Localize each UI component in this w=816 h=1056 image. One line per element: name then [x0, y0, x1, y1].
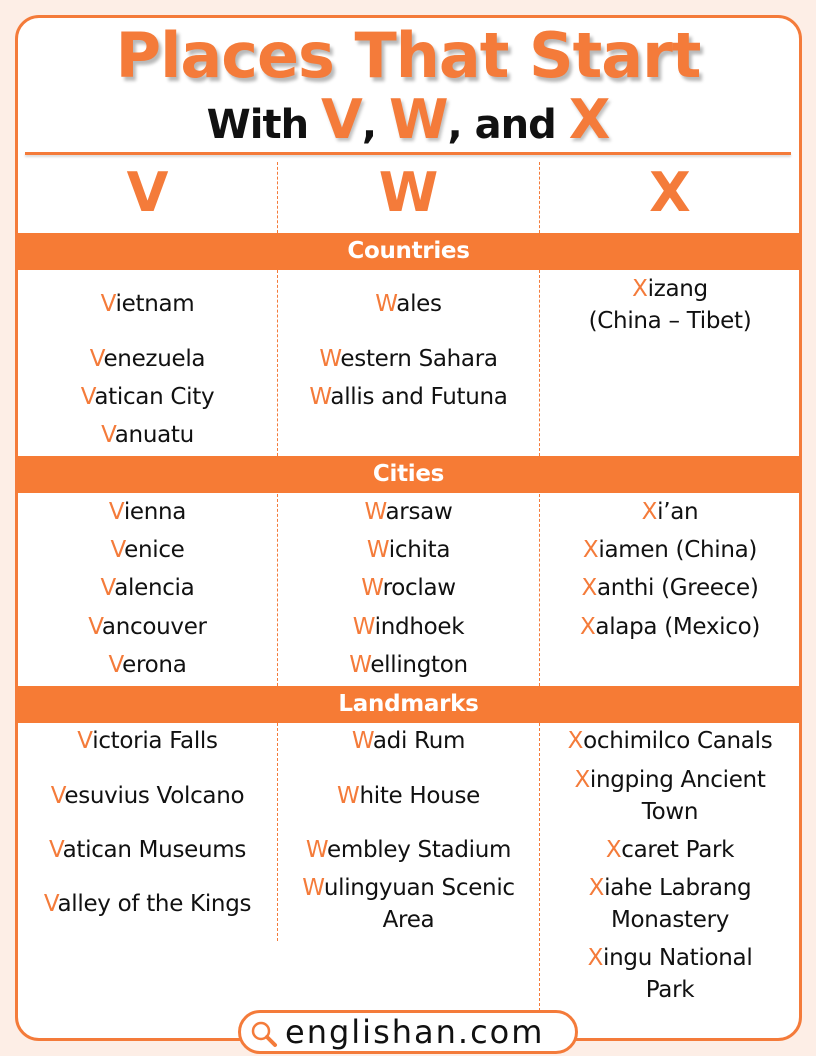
list-item: Vatican Museums	[48, 837, 247, 863]
column-header-x: X	[649, 161, 691, 224]
list-item: Wulingyuan Scenic Area	[302, 875, 515, 933]
list-item: Wellington	[349, 652, 468, 678]
list-item: Wales	[375, 291, 442, 317]
list-item: Vesuvius Volcano	[50, 783, 245, 809]
list-item: Xizang (China – Tibet)	[588, 276, 752, 334]
subtitle-with: With	[206, 102, 309, 148]
section-band-cities: Cities	[17, 456, 800, 493]
list-item: Venezuela	[89, 346, 206, 372]
website-link[interactable]	[238, 1010, 578, 1054]
list-item: Wadi Rum	[351, 728, 466, 754]
column-divider	[539, 162, 540, 233]
column-divider	[277, 162, 278, 233]
list-item: Xi’an	[641, 499, 699, 525]
list-item: Vatican City	[80, 384, 215, 410]
page-title: Places That Start	[115, 19, 701, 92]
list-item: Vienna	[108, 499, 187, 525]
list-item: Warsaw	[364, 499, 453, 525]
subtitle-and: and	[474, 102, 556, 148]
list-item: Wallis and Futuna	[309, 384, 508, 410]
list-item: Western Sahara	[319, 346, 498, 372]
list-item: Xingu National Park	[587, 945, 753, 1003]
section-band-countries: Countries	[17, 233, 800, 270]
list-item: Wroclaw	[361, 575, 456, 601]
list-item: Venice	[110, 537, 185, 563]
list-item: Vietnam	[100, 291, 195, 317]
list-item: White House	[337, 783, 480, 809]
subtitle-comma: ,	[447, 102, 462, 148]
list-item: Wembley Stadium	[305, 837, 512, 863]
list-item: Vanuatu	[101, 422, 194, 448]
list-item: Xiamen (China)	[582, 537, 758, 563]
column-header-w: W	[378, 161, 439, 224]
section-band-landmarks: Landmarks	[17, 686, 800, 723]
website-url: englishan.com	[285, 1013, 545, 1051]
subtitle-letter-w: W	[388, 88, 448, 151]
list-item: Xcaret Park	[605, 837, 735, 863]
list-item: Vancouver	[88, 614, 207, 640]
subtitle-comma: ,	[361, 102, 377, 148]
list-item: Victoria Falls	[77, 728, 218, 754]
subtitle-letter-x: X	[568, 88, 610, 151]
list-item: Xiahe Labrang Monastery	[588, 875, 752, 933]
list-item: Wichita	[366, 537, 451, 563]
page-subtitle	[0, 90, 816, 155]
list-item: Valencia	[100, 575, 195, 601]
search-icon	[249, 1019, 279, 1049]
list-item: Verona	[108, 652, 187, 678]
list-item: Windhoek	[352, 614, 465, 640]
subtitle-letter-v: V	[321, 88, 362, 151]
list-item: Xanthi (Greece)	[581, 575, 759, 601]
column-header-v: V	[126, 161, 169, 224]
title-underline	[25, 152, 791, 155]
list-item: Valley of the Kings	[43, 891, 252, 917]
list-item: Xalapa (Mexico)	[579, 614, 761, 640]
list-item: Xochimilco Canals	[567, 728, 773, 754]
list-item: Xingping Ancient Town	[574, 767, 766, 825]
